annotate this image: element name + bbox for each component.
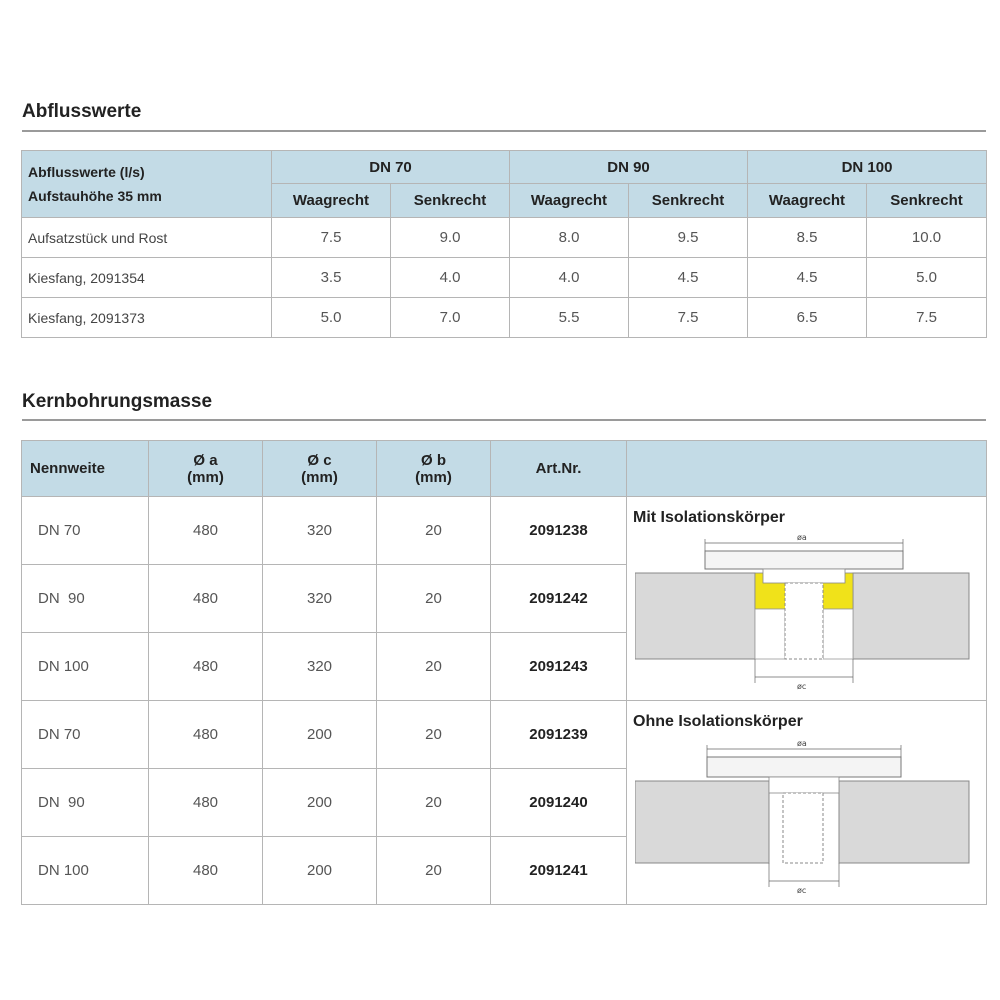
table-row xyxy=(22,218,987,258)
diameter-b-cell: 20 xyxy=(377,497,491,565)
value-cell: 6.5 xyxy=(748,298,867,338)
art-nr-cell: 2091241 xyxy=(491,837,627,905)
value-cell: 9.5 xyxy=(629,218,748,258)
group-header-dn100: DN 100 xyxy=(748,151,987,184)
value-cell: 8.5 xyxy=(748,218,867,258)
diameter-a-cell: 480 xyxy=(149,837,263,905)
value-cell: 7.0 xyxy=(391,298,510,338)
value-cell: 9.0 xyxy=(391,218,510,258)
value-cell: 4.5 xyxy=(748,258,867,298)
table-corner-header xyxy=(22,151,272,218)
subheader-waagrecht: Waagrecht xyxy=(272,184,391,218)
section-divider xyxy=(22,130,986,132)
value-cell: 5.0 xyxy=(272,298,391,338)
subheader-waagrecht: Waagrecht xyxy=(748,184,867,218)
value-cell: 5.5 xyxy=(510,298,629,338)
kernbohrung-table xyxy=(21,440,987,905)
section-divider xyxy=(22,419,986,421)
value-cell: 4.0 xyxy=(391,258,510,298)
nennweite-cell: DN 70 xyxy=(22,497,149,565)
dimension-label-c: øc xyxy=(797,886,807,895)
diameter-b-cell: 20 xyxy=(377,565,491,633)
core-drilling-without-insulation-diagram xyxy=(635,731,975,901)
section-title-kernbohrungsmasse: Kernbohrungsmasse xyxy=(22,391,213,412)
value-cell: 4.0 xyxy=(510,258,629,298)
dimension-label-a: øa xyxy=(797,533,807,542)
art-nr-cell: 2091240 xyxy=(491,769,627,837)
row-label: Kiesfang, 2091354 xyxy=(22,258,272,298)
value-cell: 7.5 xyxy=(629,298,748,338)
value-cell: 3.5 xyxy=(272,258,391,298)
header-art-nr: Art.Nr. xyxy=(491,441,627,497)
value-cell: 4.5 xyxy=(629,258,748,298)
diameter-a-cell: 480 xyxy=(149,633,263,701)
figure-title-ohne-isolation: Ohne Isolationskörper xyxy=(633,713,803,730)
group-header-dn90: DN 90 xyxy=(510,151,748,184)
value-cell: 7.5 xyxy=(272,218,391,258)
nennweite-cell: DN 90 xyxy=(22,565,149,633)
header-b-symbol: Ø b xyxy=(421,451,446,469)
group-header-dn70: DN 70 xyxy=(272,151,510,184)
header-diameter-b xyxy=(377,441,491,497)
table-row xyxy=(22,258,987,298)
diameter-c-cell: 200 xyxy=(263,701,377,769)
diameter-a-cell: 480 xyxy=(149,769,263,837)
header-c-symbol: Ø c xyxy=(307,451,332,469)
nennweite-cell: DN 70 xyxy=(22,701,149,769)
abflusswerte-table xyxy=(21,150,987,338)
nennweite-cell: DN 100 xyxy=(22,837,149,905)
subheader-senkrecht: Senkrecht xyxy=(867,184,987,218)
value-cell: 8.0 xyxy=(510,218,629,258)
diameter-c-cell: 320 xyxy=(263,633,377,701)
value-cell: 10.0 xyxy=(867,218,987,258)
corner-line-2: Aufstauhöhe 35 mm xyxy=(28,188,162,204)
art-nr-cell: 2091238 xyxy=(491,497,627,565)
header-diameter-c xyxy=(263,441,377,497)
row-label: Kiesfang, 2091373 xyxy=(22,298,272,338)
diameter-c-cell: 320 xyxy=(263,565,377,633)
diameter-c-cell: 200 xyxy=(263,769,377,837)
diameter-a-cell: 480 xyxy=(149,497,263,565)
diameter-b-cell: 20 xyxy=(377,837,491,905)
art-nr-cell: 2091242 xyxy=(491,565,627,633)
figure-cell-with-insulation xyxy=(627,497,987,701)
section-title-abflusswerte: Abflusswerte xyxy=(22,101,142,122)
diameter-a-cell: 480 xyxy=(149,565,263,633)
header-c-unit: (mm) xyxy=(301,468,338,486)
nennweite-cell: DN 100 xyxy=(22,633,149,701)
dimension-label-c: øc xyxy=(797,682,807,691)
subheader-senkrecht: Senkrecht xyxy=(391,184,510,218)
table-row xyxy=(22,298,987,338)
subheader-senkrecht: Senkrecht xyxy=(629,184,748,218)
core-drilling-with-insulation-diagram xyxy=(635,527,975,697)
diameter-a-cell: 480 xyxy=(149,701,263,769)
art-nr-cell: 2091239 xyxy=(491,701,627,769)
header-figure-column xyxy=(627,441,987,497)
diameter-c-cell: 200 xyxy=(263,837,377,905)
dimension-label-a: øa xyxy=(797,739,807,748)
diameter-b-cell: 20 xyxy=(377,701,491,769)
header-b-unit: (mm) xyxy=(415,468,452,486)
table-row xyxy=(22,701,987,769)
row-label: Aufsatzstück und Rost xyxy=(22,218,272,258)
table-row xyxy=(22,497,987,565)
header-a-symbol: Ø a xyxy=(193,451,218,469)
diameter-c-cell: 320 xyxy=(263,497,377,565)
corner-line-1: Abflusswerte (l/s) xyxy=(28,164,145,180)
art-nr-cell: 2091243 xyxy=(491,633,627,701)
header-diameter-a xyxy=(149,441,263,497)
subheader-waagrecht: Waagrecht xyxy=(510,184,629,218)
value-cell: 5.0 xyxy=(867,258,987,298)
figure-cell-without-insulation xyxy=(627,701,987,905)
nennweite-cell: DN 90 xyxy=(22,769,149,837)
diameter-b-cell: 20 xyxy=(377,769,491,837)
header-a-unit: (mm) xyxy=(187,468,224,486)
header-nennweite: Nennweite xyxy=(22,441,149,497)
figure-title-mit-isolation: Mit Isolationskörper xyxy=(633,509,786,526)
diameter-b-cell: 20 xyxy=(377,633,491,701)
value-cell: 7.5 xyxy=(867,298,987,338)
